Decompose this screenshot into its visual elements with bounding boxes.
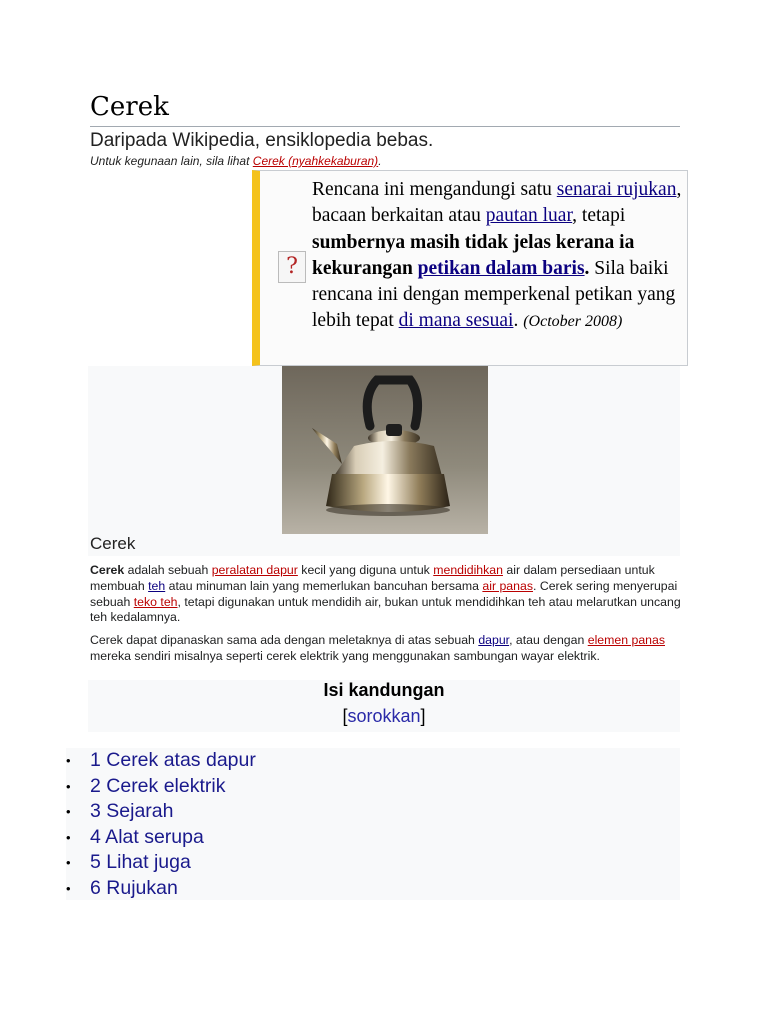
toc-link[interactable]: 6 Rujukan (90, 876, 178, 899)
toc-item (66, 799, 256, 825)
kettle-figure (88, 366, 680, 556)
intro-bold-term: Cerek (90, 563, 125, 577)
bullet: • (66, 778, 71, 794)
notice-text-4: Sila baiki rencana ini dengan memperkenal petikan yang lebih tepat (312, 257, 676, 332)
kettle-photo[interactable] (282, 366, 488, 534)
notice-bold-2: . (584, 257, 590, 279)
intro-text-3: air dalam persediaan untuk membuah (90, 563, 655, 593)
notice-date: (October 2008) (523, 313, 623, 331)
page-subtitle: Daripada Wikipedia, ensiklopedia bebas. (90, 130, 434, 151)
intro-paragraph (90, 563, 682, 626)
notice-bold-1: sumbernya masih tidak jelas kerana ia kekurangan (312, 231, 635, 279)
bullet: • (66, 804, 71, 819)
tea-link[interactable]: teh (148, 578, 166, 593)
toc-link[interactable]: 1 Cerek atas dapur (90, 749, 256, 771)
bullet: • (66, 829, 71, 845)
intro-text-5: . Cerek sering menyerupai sebuah (90, 578, 678, 609)
toc-link[interactable]: 2 Cerek elektrik (90, 774, 226, 797)
figure-caption: Cerek (90, 534, 136, 553)
heating-text-2: , atau dengan (509, 633, 588, 647)
page-title: Cerek (90, 92, 169, 122)
hatnote (90, 154, 382, 168)
question-mark-icon: ? (278, 251, 306, 283)
hatnote-disambiguation-link[interactable]: Cerek (nyahkekaburan) (252, 154, 379, 168)
kitchen-appliance-link[interactable]: peralatan dapur (211, 563, 298, 577)
reference-list-link[interactable]: senarai rujukan (556, 179, 677, 200)
notice-text (312, 177, 682, 336)
toc-link[interactable]: 3 Sejarah (90, 800, 174, 822)
intro-text-4: atau minuman lain yang memerlukan bancuhan bersama (165, 578, 483, 593)
hatnote-suffix: . (378, 154, 382, 168)
toc-item (66, 748, 256, 774)
toc-item (66, 876, 256, 902)
toc-title: Isi kandungan (323, 680, 445, 700)
toc-header (88, 680, 680, 732)
notice-text-1: Rencana ini mengandungi satu (312, 179, 557, 200)
intro-text-2: kecil yang diguna untuk (297, 563, 434, 577)
stove-link[interactable]: dapur (478, 633, 510, 647)
heating-element-link[interactable]: elemen panas (587, 633, 665, 647)
toc-link[interactable]: 4 Alat serupa (90, 825, 204, 848)
toc-toggle-open: [ (342, 706, 348, 726)
heating-text-3: mereka sendiri misalnya seperti cerek elektrik yang menggunakan sambungan wayar elektrik. (90, 648, 600, 663)
notice-text-3: , tetapi (572, 205, 626, 227)
intro-text-6: , tetapi digunakan untuk mendidih air, bukan untuk mendidihkan teh atau melarutkan uncang teh kedalamnya. (90, 594, 681, 625)
toc-hide-link[interactable]: sorokkan (347, 706, 421, 726)
notice-text-5: . (513, 310, 524, 332)
toc-item (66, 774, 256, 800)
toc-item (66, 850, 256, 876)
boil-link[interactable]: mendidihkan (433, 563, 503, 577)
where-appropriate-link[interactable]: di mana sesuai (398, 310, 514, 332)
toc-toggle-close: ] (420, 706, 426, 726)
toc-toggle (88, 706, 680, 727)
toc-link[interactable]: 5 Lihat juga (90, 851, 191, 873)
title-divider (90, 126, 680, 127)
toc-item (66, 825, 256, 851)
hot-water-link[interactable]: air panas (482, 578, 533, 593)
teapot-link[interactable]: teko teh (133, 594, 178, 609)
notice-text-2: , bacaan berkaitan atau (312, 179, 682, 227)
citation-notice-box (252, 170, 688, 366)
external-links-link[interactable]: pautan luar (485, 205, 573, 227)
intro-text-1: adalah sebuah (124, 563, 212, 577)
bullet: • (66, 855, 71, 870)
heating-text-1: Cerek dapat dipanaskan sama ada dengan meletaknya di atas sebuah (90, 633, 479, 647)
bullet: • (66, 753, 71, 768)
heating-paragraph (90, 633, 682, 665)
toc-list (66, 748, 256, 901)
inline-citation-link[interactable]: petikan dalam baris (417, 257, 585, 279)
bullet: • (66, 880, 71, 896)
hatnote-prefix: Untuk kegunaan lain, sila lihat (90, 154, 253, 168)
